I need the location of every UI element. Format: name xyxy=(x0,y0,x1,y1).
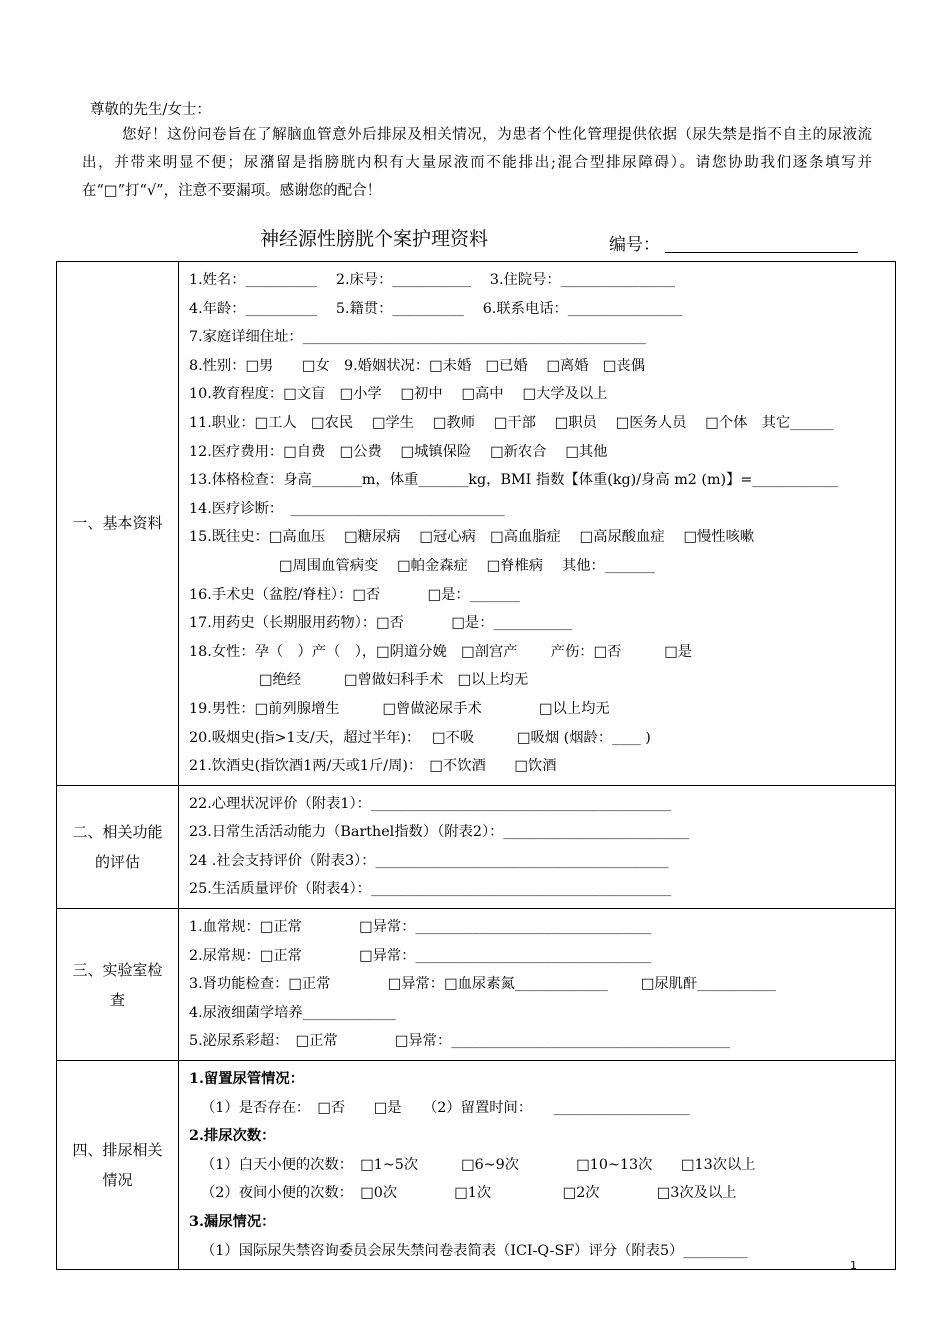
form-title: 神经源性膀胱个案护理资料 xyxy=(260,228,489,250)
form-line[interactable]: 11.职业：□工人 □农民 □学生 □教师 □干部 □职员 □医务人员 □个体 其它______ xyxy=(189,414,834,431)
section-urination xyxy=(57,1061,896,1270)
form-line[interactable]: 1.姓名：__________ 2.床号：___________ 3.住院号：________________ xyxy=(189,272,676,288)
page-number: 1 xyxy=(850,1259,857,1272)
form-line[interactable]: （1）白天小便的次数： □1~5次 □6~9次 □10~13次 □13次以上 xyxy=(201,1156,756,1173)
form-line[interactable]: 12.医疗费用：□自费 □公费 □城镇保险 □新农合 □其他 xyxy=(189,443,608,460)
form-line[interactable]: □周围血管病变 □帕金森症 □脊椎病 其他：_______ xyxy=(279,557,655,574)
form-line[interactable]: 19.男性：□前列腺增生 □曾做泌尿手术 □以上均无 xyxy=(189,700,610,717)
section-function-content xyxy=(179,785,896,908)
form-line[interactable]: 24 .社会支持评价（附表3）：_________________________________________ xyxy=(189,852,669,869)
section-lab-content xyxy=(179,909,896,1061)
form-line[interactable]: 8.性别：□男 □女 9.婚姻状况：□未婚 □已婚 □离婚 □丧偶 xyxy=(189,357,645,374)
section-lab xyxy=(57,909,896,1061)
form-line: 3.漏尿情况： xyxy=(189,1214,276,1230)
form-line[interactable]: □绝经 □曾做妇科手术 □以上均无 xyxy=(259,672,529,689)
greeting: 尊敬的先生/女士： xyxy=(90,102,211,118)
case-record-table xyxy=(56,261,896,1270)
form-line[interactable]: 22.心理状况评价（附表1）：__________________________________________ xyxy=(189,795,672,812)
form-line[interactable]: 5.泌尿系彩超： □正常 □异常：_______________________________________ xyxy=(189,1033,731,1050)
form-line[interactable]: 17.用药史（长期服用药物）：□否 □是：___________ xyxy=(189,615,573,632)
form-line: 2.排尿次数： xyxy=(189,1128,276,1145)
form-line[interactable]: 25.生活质量评价（附表4）：__________________________________________ xyxy=(189,881,672,898)
form-line[interactable]: 14.医疗诊断： ______________________________ xyxy=(189,500,505,517)
section-function-label: 二、相关功能的评估 xyxy=(57,785,179,908)
form-line[interactable]: 13.体格检查：身高_______m，体重_______kg，BMI 指数【体重(kg)/身高 m2 (m)】=____________ xyxy=(189,472,839,489)
form-line[interactable]: 15.既往史：□高血压 □糖尿病 □冠心病 □高血脂症 □高尿酸血症 □慢性咳嗽 xyxy=(189,529,755,546)
section-basic-content xyxy=(179,262,896,786)
form-line[interactable]: 4.尿液细菌学培养_____________ xyxy=(189,1004,396,1021)
form-line[interactable]: 21.饮酒史(指饮酒1两/天或1斤/周)： □不饮酒 □饮酒 xyxy=(189,758,557,775)
form-line[interactable]: 3.肾功能检查：□正常 □异常：□血尿素氮_____________ □尿肌酐___________ xyxy=(189,976,776,993)
form-line: 1.留置尿管情况： xyxy=(189,1071,305,1088)
form-line[interactable]: 20.吸烟史(指>1支/天，超过半年)： □不吸 □吸烟 (烟龄：____ ) xyxy=(189,729,651,746)
form-line[interactable]: 16.手术史（盆腔/脊柱）：□否 □是：_______ xyxy=(189,586,520,603)
form-line[interactable]: 7.家庭详细住址：________________________________________________ xyxy=(189,329,646,346)
form-line[interactable]: 23.日常生活活动能力（Barthel指数）（附表2）：__________________________ xyxy=(189,824,690,841)
intro-paragraph: 您好！这份问卷旨在了解脑血管意外后排尿及相关情况，为患者个性化管理提供依据（尿失禁是指不自主的尿液流出，并带来明显不便；尿潴留是指膀胱内积有大量尿液而不能排出;混合型排尿障碍）。请您协助我们逐条填写并在“□”打“√”，注意不要漏项。感谢您的配合！ xyxy=(82,127,872,199)
form-line[interactable]: 4.年龄：__________ 5.籍贯：__________ 6.联系电话：________________ xyxy=(189,300,683,317)
form-line[interactable]: 2.尿常规：□正常 □异常：_________________________________ xyxy=(189,947,652,964)
section-basic xyxy=(57,262,896,786)
form-number-label: 编号： xyxy=(609,235,660,255)
section-urination-label: 四、排尿相关情况 xyxy=(57,1061,179,1270)
form-number-field[interactable] xyxy=(665,252,858,253)
section-urination-content xyxy=(179,1061,896,1270)
form-line[interactable]: （1）是否存在： □否 □是 （2）留置时间： ___________________ xyxy=(201,1099,690,1116)
form-line[interactable]: 1.血常规：□正常 □异常：_________________________________ xyxy=(189,919,652,936)
section-function xyxy=(57,785,896,908)
section-lab-label: 三、实验室检查 xyxy=(57,909,179,1061)
form-line[interactable]: 10.教育程度：□文盲 □小学 □初中 □高中 □大学及以上 xyxy=(189,386,608,403)
form-line[interactable]: （1）国际尿失禁咨询委员会尿失禁问卷表简表（ICI-Q-SF）评分（附表5）_________ xyxy=(201,1242,748,1259)
form-line[interactable]: 18.女性：孕（ ）产（ ），□阴道分娩 □剖宫产 产伤：□否 □是 xyxy=(189,643,693,660)
section-basic-label: 一、基本资料 xyxy=(57,262,179,786)
form-line[interactable]: （2）夜间小便的次数： □0次 □1次 □2次 □3次及以上 xyxy=(201,1185,737,1202)
